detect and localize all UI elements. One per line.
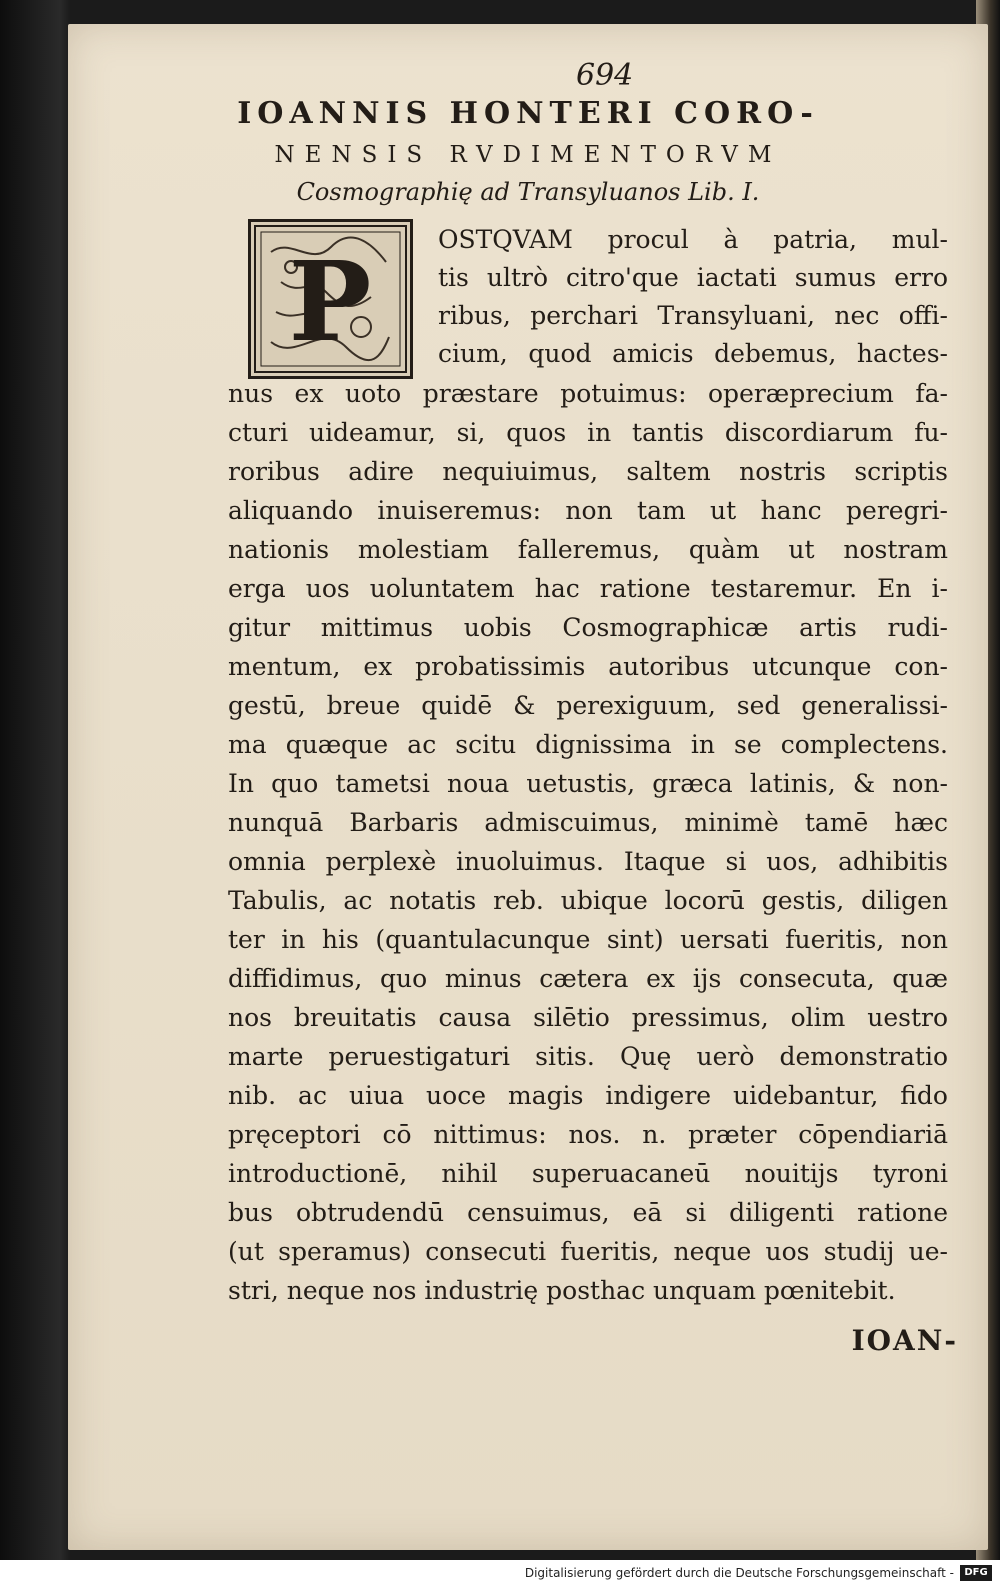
text-line: (ut speramus) consecuti fueritis, neque uos studij ue- [228, 1237, 948, 1266]
text-line: OSTQVAM procul à patria, mul- [438, 225, 948, 254]
text-line: marte peruestigaturi sitis. Quę uerò demonstratio [228, 1042, 948, 1071]
text-line: nationis molestiam falleremus, quàm ut nostram [228, 535, 948, 564]
text-line: gestū, breue quidē & perexiguum, sed generalissi- [228, 691, 948, 720]
svg-text:P: P [288, 237, 372, 366]
text-line: stri, neque nos industrię posthac unquam pœnitebit. [228, 1276, 896, 1305]
running-title-line-3: Cosmographię ad Transyluanos Lib. I. [296, 178, 760, 206]
text-line: nus ex uoto præstare potuimus: operæprecium fa- [228, 379, 948, 408]
text-line: nib. ac uiua uoce magis indigere uidebantur, fido [228, 1081, 948, 1110]
text-line: erga uos uoluntatem hac ratione testaremur. En i- [228, 574, 948, 603]
text-line: nos breuitatis causa silētio pressimus, olim uestro [228, 1003, 948, 1032]
text-line: Tabulis, ac notatis reb. ubique locorū gestis, diligen [228, 886, 948, 915]
text-line: ma quæque ac scitu dignissima in se complectens. [228, 730, 948, 759]
digitization-footer [0, 1560, 1000, 1588]
text-line: ter in his (quantulacunque sint) uersati fueritis, non [228, 925, 948, 954]
text-line: tis ultrò citro'que iactati sumus erro [438, 263, 948, 292]
footer-credit: Digitalisierung gefördert durch die Deutsche Forschungsgemeinschaft - [524, 1566, 954, 1580]
text-line: bus obtrudendū censuimus, eā si diligenti ratione [228, 1198, 948, 1227]
running-title-line-1: IOANNIS HONTERI CORO- [237, 96, 819, 131]
catchword: IOAN- [851, 1324, 958, 1357]
text-line: mentum, ex probatissimis autoribus utcunque con- [228, 652, 948, 681]
text-line: omnia perplexè inuoluimus. Itaque si uos, adhibitis [228, 847, 948, 876]
page-number: 694 [576, 58, 634, 93]
text-line: roribus adire nequiuimus, saltem nostris scriptis [228, 457, 948, 486]
dfg-logo-icon: DFG [960, 1565, 992, 1581]
text-line: aliquando inuiseremus: non tam ut hanc peregri- [228, 496, 948, 525]
text-line: In quo tametsi noua uetustis, græca latinis, & non- [228, 769, 948, 798]
text-line: diffidimus, quo minus cætera ex ijs consecuta, quæ [228, 964, 948, 993]
text-line: nunquā Barbaris admiscuimus, minimè tamē hæc [228, 808, 948, 837]
text-line: cium, quod amicis debemus, hactes- [438, 339, 948, 368]
book-page [68, 24, 988, 1550]
text-line: pręceptori cō nittimus: nos. n. præter cōpendiariā [228, 1120, 948, 1149]
text-line: cturi uideamur, si, quos in tantis discordiarum fu- [228, 418, 948, 447]
text-line: ribus, perchari Transyluani, nec offi- [438, 301, 948, 330]
ornamental-initial-icon [251, 222, 410, 376]
decorated-initial [248, 219, 413, 379]
text-line: gitur mittimus uobis Cosmographicæ artis rudi- [228, 613, 948, 642]
text-line: introductionē, nihil superuacaneū nouitijs tyroni [228, 1159, 948, 1188]
running-title-line-2: NENSIS RVDIMENTORVM [274, 142, 782, 168]
